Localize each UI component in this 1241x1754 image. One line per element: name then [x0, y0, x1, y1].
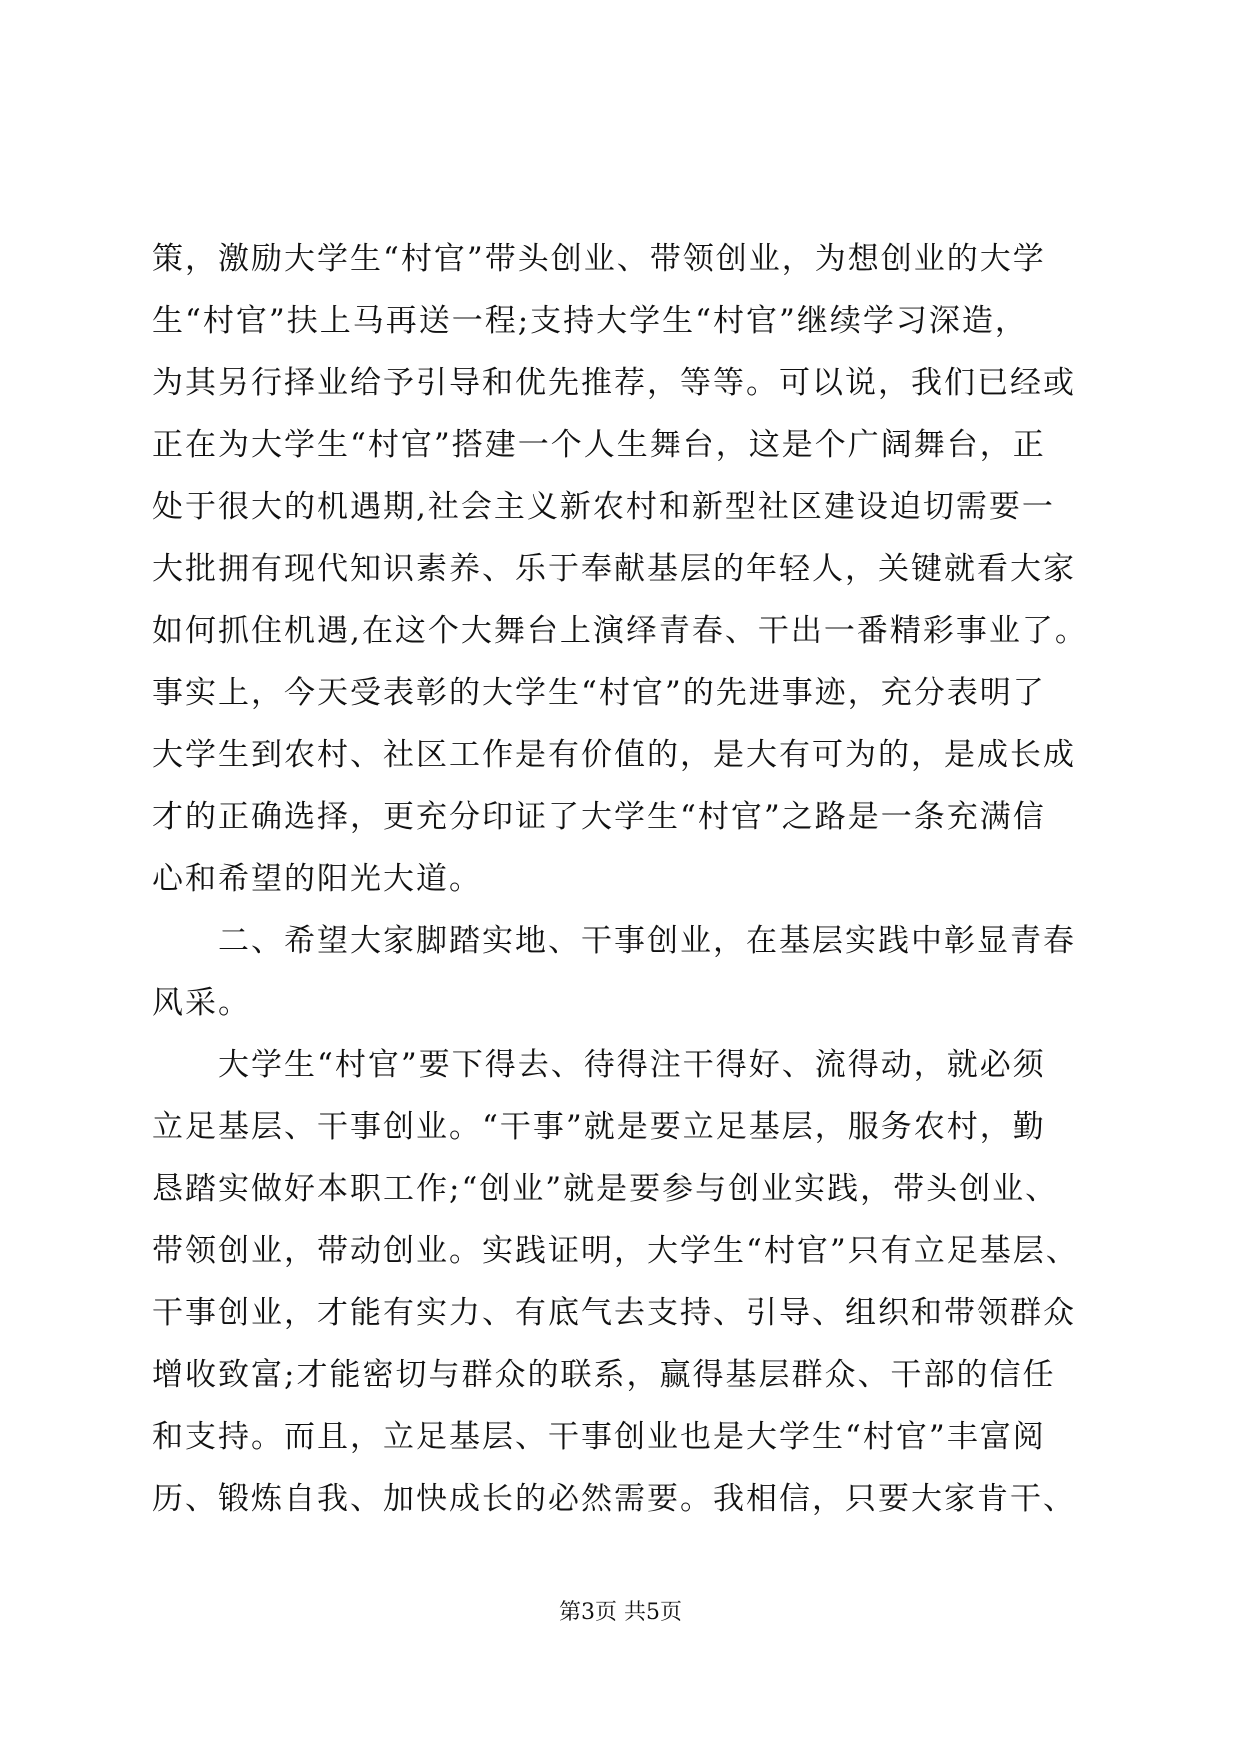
text-line: 增收致富;才能密切与群众的联系，赢得基层群众、干部的信任 — [152, 1357, 1056, 1393]
section-heading-line: 风采。 — [152, 985, 251, 1021]
text-line: 历、锻炼自我、加快成长的必然需要。我相信，只要大家肯干、 — [152, 1481, 1076, 1517]
text-line: 恳踏实做好本职工作;“创业”就是要参与创业实践，带头创业、 — [152, 1171, 1059, 1207]
text-line: 大学生到农村、社区工作是有价值的，是大有可为的，是成长成 — [152, 737, 1076, 773]
page-number-footer: 第3页 共5页 — [559, 1600, 682, 1625]
text-line: 大学生“村官”要下得去、待得注干得好、流得动，就必须 — [152, 1047, 1046, 1083]
text-line: 才的正确选择，更充分印证了大学生“村官”之路是一条充满信 — [152, 799, 1046, 835]
text-line: 带领创业，带动创业。实践证明，大学生“村官”只有立足基层、 — [152, 1233, 1079, 1269]
text-line: 为其另行择业给予引导和优先推荐，等等。可以说，我们已经或 — [152, 365, 1076, 401]
text-line: 如何抓住机遇,在这个大舞台上演绎青春、干出一番精彩事业了。 — [152, 613, 1088, 649]
text-line: 干事创业，才能有实力、有底气去支持、引导、组织和带领群众 — [152, 1295, 1076, 1331]
document-body — [152, 228, 1092, 1530]
section-heading-line: 二、希望大家脚踏实地、干事创业，在基层实践中彰显青春 — [152, 923, 1076, 959]
text-line: 立足基层、干事创业。“干事”就是要立足基层，服务农村，勤 — [152, 1109, 1046, 1145]
text-line: 正在为大学生“村官”搭建一个人生舞台，这是个广阔舞台，正 — [152, 427, 1046, 463]
text-line: 处于很大的机遇期,社会主义新农村和新型社区建设迫切需要一 — [152, 489, 1055, 525]
text-line: 和支持。而且，立足基层、干事创业也是大学生“村官”丰富阅 — [152, 1419, 1046, 1455]
text-line: 生“村官”扶上马再送一程;支持大学生“村官”继续学习深造， — [152, 303, 1028, 339]
text-line: 事实上，今天受表彰的大学生“村官”的先进事迹，充分表明了 — [152, 675, 1046, 711]
text-line: 策，激励大学生“村官”带头创业、带领创业，为想创业的大学 — [152, 241, 1046, 277]
text-line: 心和希望的阳光大道。 — [152, 861, 482, 897]
text-line: 大批拥有现代知识素养、乐于奉献基层的年轻人，关键就看大家 — [152, 551, 1076, 587]
